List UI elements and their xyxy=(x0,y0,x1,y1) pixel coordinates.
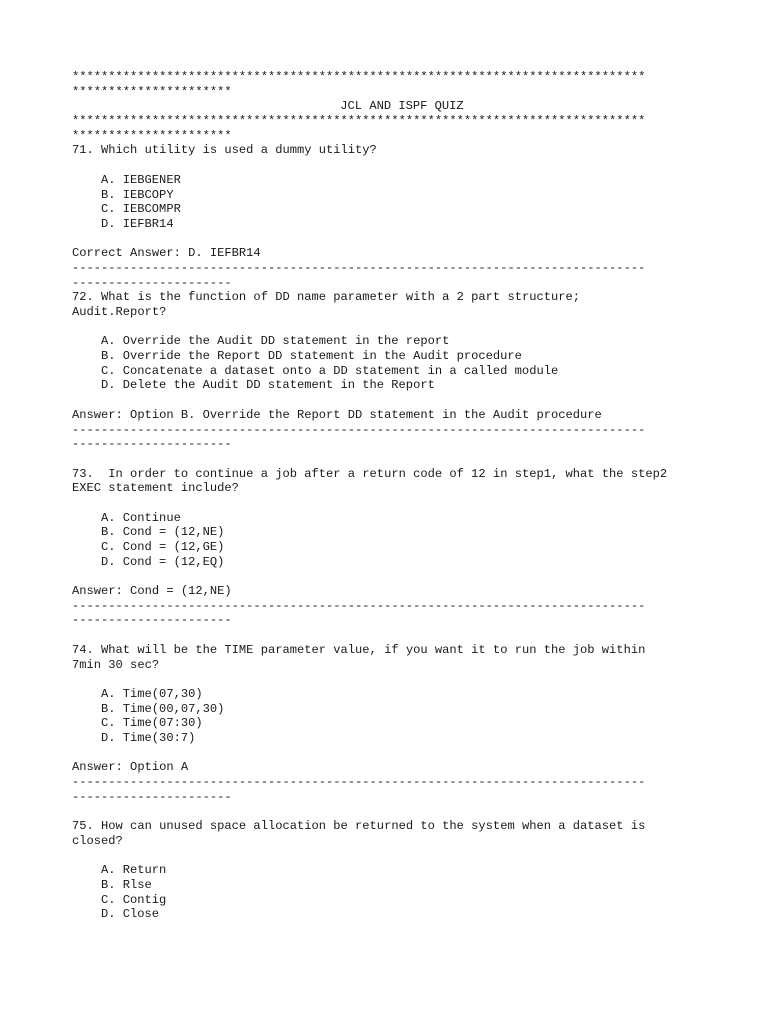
question-75-option-a: A. Return xyxy=(101,863,167,878)
question-73-text-line-1: 73. In order to continue a job after a return code of 12 in step1, what the step2 xyxy=(72,466,668,481)
question-74-option-b: B. Time(00,07,30) xyxy=(101,701,225,716)
question-71-option-a: A. IEBGENER xyxy=(101,172,181,187)
question-71-text: 71. Which utility is used a dummy utility? xyxy=(72,143,377,158)
divider-dashes-long: ------------------------------------------------------------------------------- xyxy=(72,775,646,789)
divider-dashes-short: ---------------------- xyxy=(72,789,232,804)
question-71-option-b: B. IEBCOPY xyxy=(101,187,174,202)
header-stars-long: ******************************************************************************* xyxy=(72,114,646,129)
question-72-text-line-2: Audit.Report? xyxy=(72,305,167,319)
question-72-option-c: C. Concatenate a dataset onto a DD statement in a called module xyxy=(101,363,559,378)
header-stars-short: ********************** xyxy=(72,128,232,143)
question-73-answer: Answer: Cond = (12,NE) xyxy=(72,584,232,599)
divider-dashes-long: ------------------------------------------------------------------------------- xyxy=(72,422,646,437)
question-74-option-c: C. Time(07:30) xyxy=(101,716,203,731)
question-73-option-a: A. Continue xyxy=(101,510,181,525)
question-74-text-line-2: 7min 30 sec? xyxy=(72,657,160,672)
divider-dashes-short: ---------------------- xyxy=(72,275,232,290)
question-73-option-d: D. Cond = (12,EQ) xyxy=(101,554,225,569)
question-73-option-b: B. Cond = (12,NE) xyxy=(101,525,225,540)
divider-dashes-short: ---------------------- xyxy=(72,437,232,452)
question-75-option-d: D. Close xyxy=(101,907,160,922)
question-75-text-line-1: 75. How can unused space allocation be returned to the system when a dataset is xyxy=(72,819,646,834)
header-stars-long: ******************************************************************************* xyxy=(72,70,646,84)
question-73-text-line-2: EXEC statement include? xyxy=(72,481,239,496)
divider-dashes-long: ------------------------------------------------------------------------------- xyxy=(72,598,646,613)
question-71-answer: Correct Answer: D. IEFBR14 xyxy=(72,246,261,261)
question-74-option-a: A. Time(07,30) xyxy=(101,686,203,701)
question-74-text-line-1: 74. What will be the TIME parameter value, if you want it to run the job within xyxy=(72,642,646,657)
divider-dashes-short: ---------------------- xyxy=(72,613,232,628)
question-74-option-d: D. Time(30:7) xyxy=(101,730,196,745)
question-74-answer: Answer: Option A xyxy=(72,760,189,775)
question-71-option-d: D. IEFBR14 xyxy=(101,216,174,231)
question-72-option-b: B. Override the Report DD statement in the Audit procedure xyxy=(101,349,522,364)
divider-dashes-long: ------------------------------------------------------------------------------- xyxy=(72,260,646,275)
question-72-option-d: D. Delete the Audit DD statement in the Report xyxy=(101,378,435,393)
quiz-document xyxy=(72,70,732,922)
question-73-option-c: C. Cond = (12,GE) xyxy=(101,540,225,554)
question-72-option-a: A. Override the Audit DD statement in the report xyxy=(101,334,450,349)
page-title: JCL AND ISPF QUIZ xyxy=(340,99,464,114)
question-75-option-b: B. Rlse xyxy=(101,877,152,892)
question-72-text-line-1: 72. What is the function of DD name parameter with a 2 part structure; xyxy=(72,290,581,305)
question-71-option-c: C. IEBCOMPR xyxy=(101,202,181,217)
header-stars-short: ********************** xyxy=(72,84,232,99)
question-75-text-line-2: closed? xyxy=(72,833,123,848)
question-75-option-c: C. Contig xyxy=(101,892,167,907)
question-72-answer: Answer: Option B. Override the Report DD statement in the Audit procedure xyxy=(72,407,602,422)
